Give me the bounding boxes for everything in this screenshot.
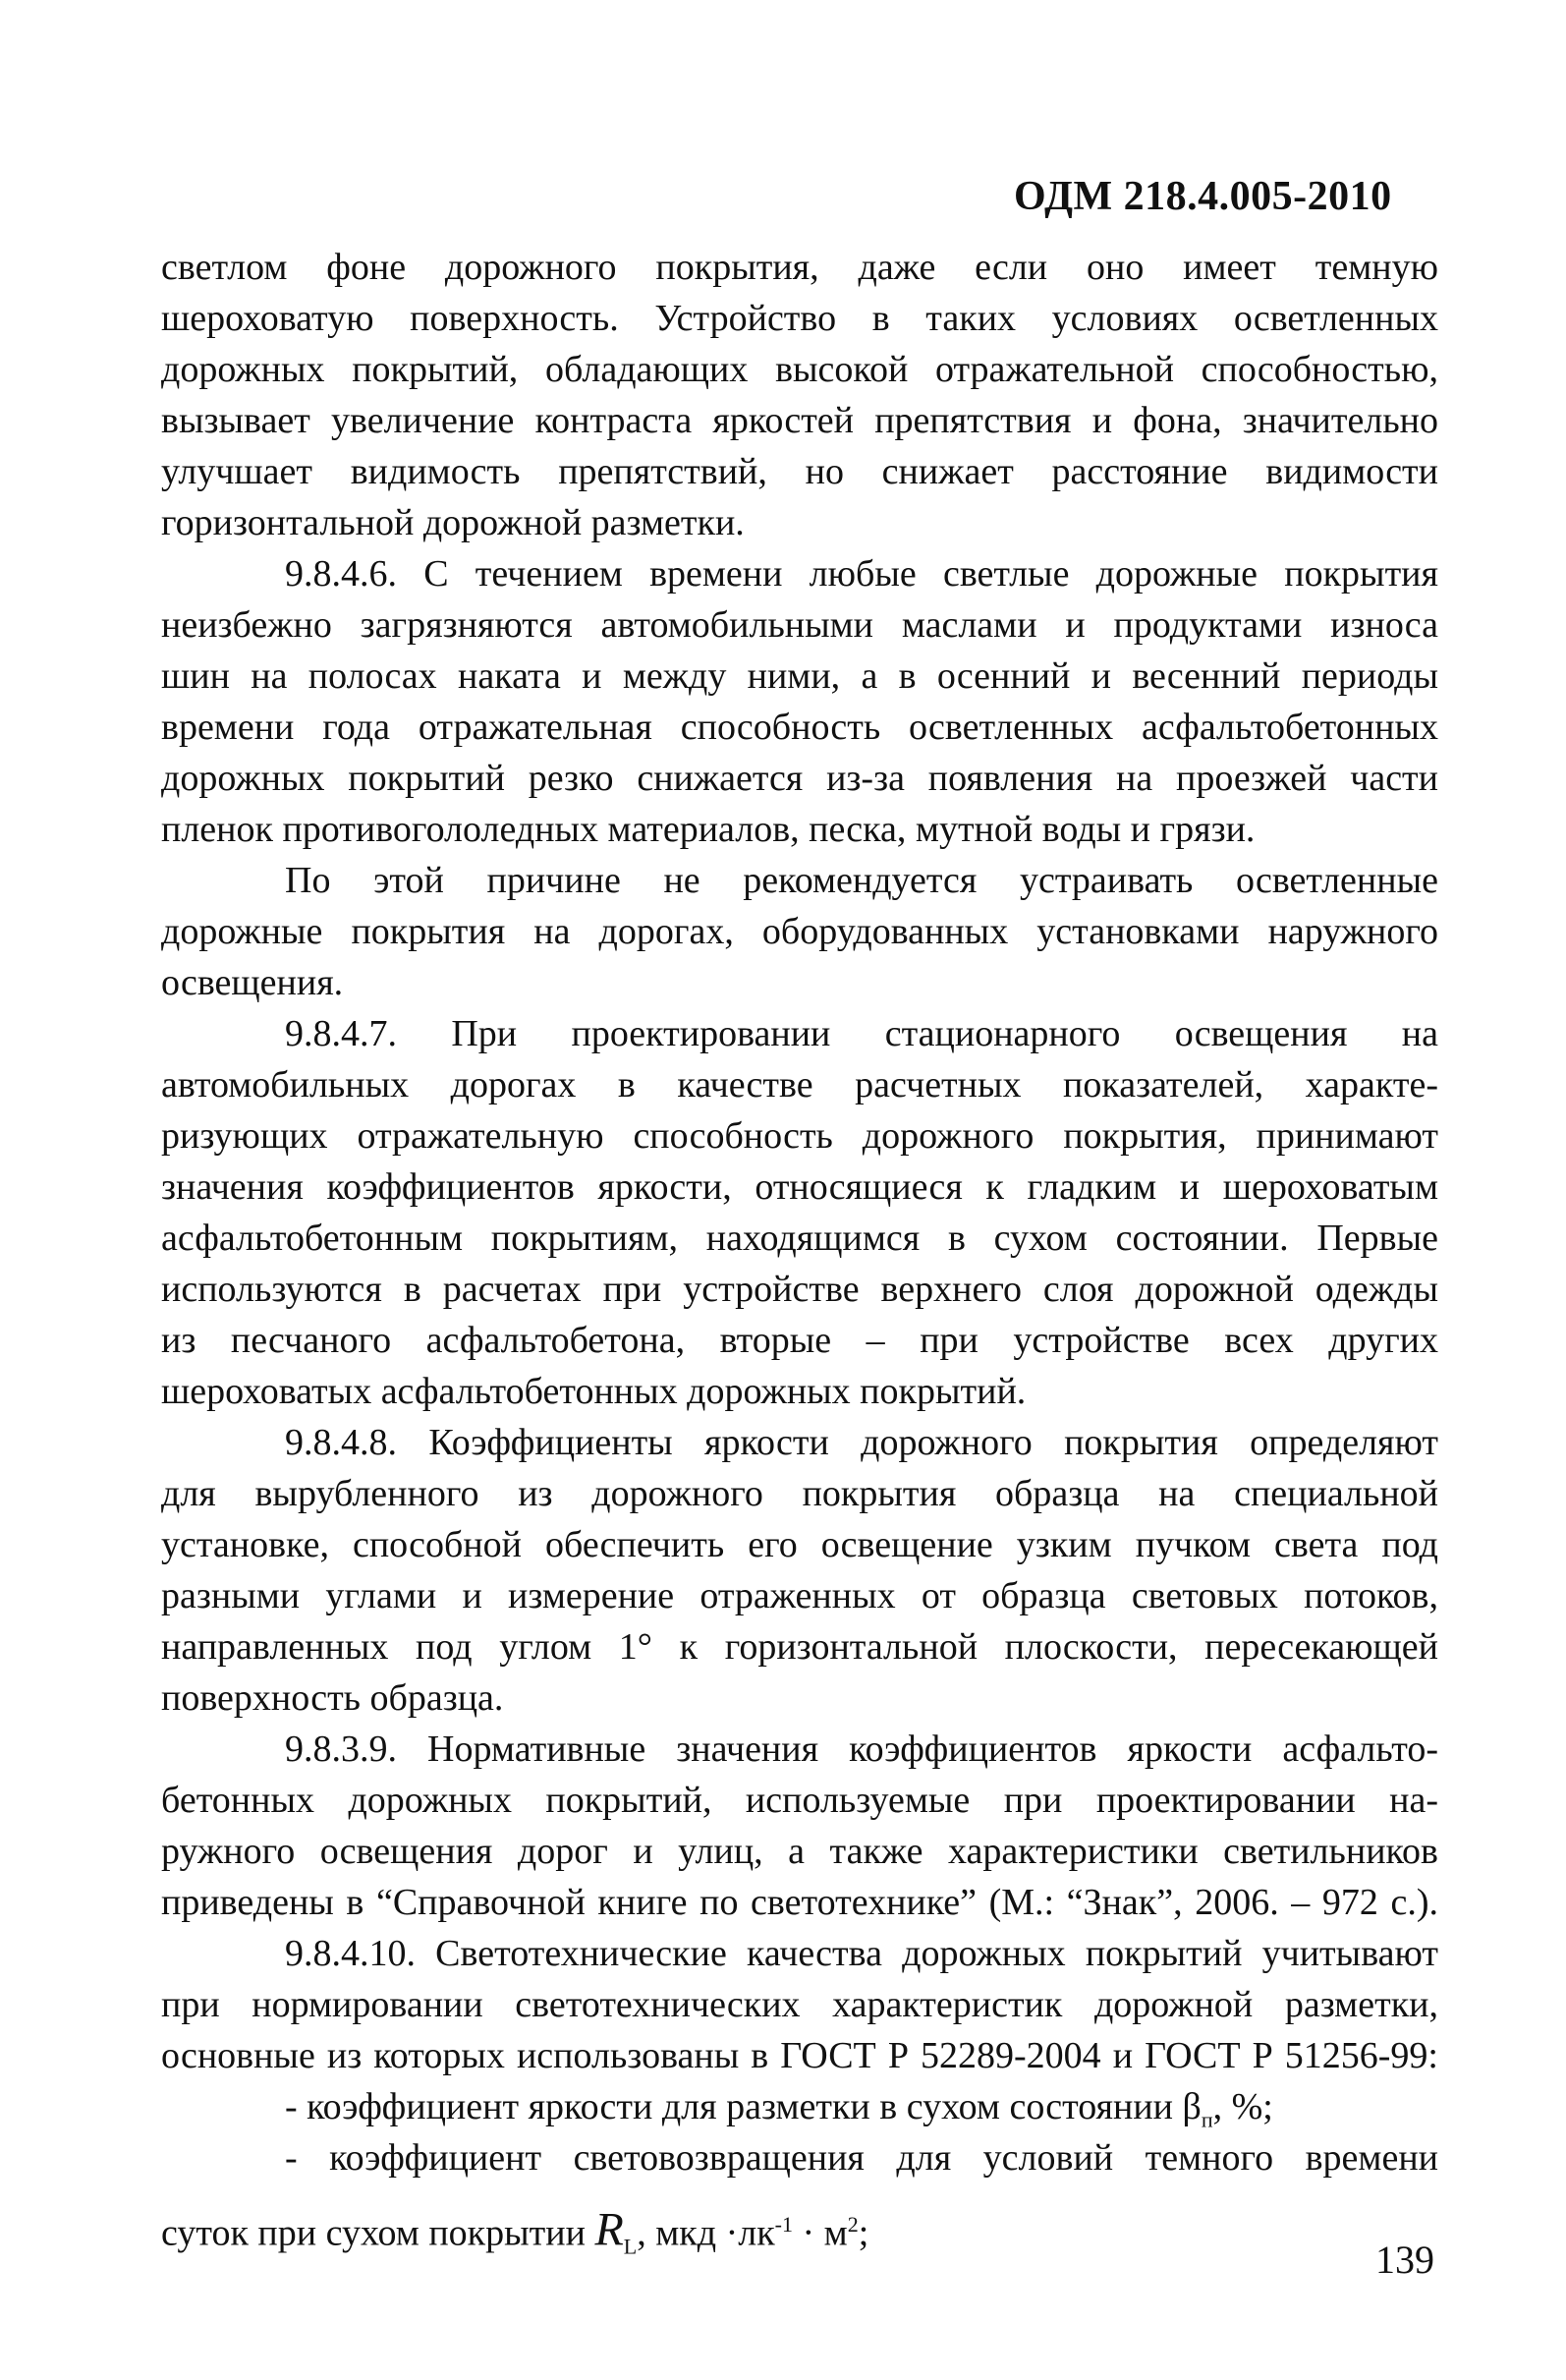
text-line: пленок противогололедных материалов, песка, мутной воды и грязи. — [161, 809, 1256, 850]
formula-unit-b-exponent: 2 — [847, 2212, 859, 2237]
text-line: 9.8.3.9. Нормативные значения коэффициентов яркости асфальто- — [285, 1728, 1438, 1770]
text-line: улучшает видимость препятствий, но снижает расстояние видимости — [161, 451, 1438, 492]
formula-unit-a: , мкд ·лк — [637, 2212, 775, 2254]
formula-symbol-subscript: L — [623, 2234, 638, 2259]
text-line: времени года отражательная способность осветленных асфальтобетонных — [161, 707, 1438, 748]
text-line: неизбежно загрязняются автомобильными маслами и продуктами износа — [161, 604, 1438, 646]
list-item-suffix: , %; — [1212, 2086, 1273, 2127]
text-line: приведены в “Справочной книге по светотехнике” (М.: “Знак”, 2006. – 972 с.). — [161, 1882, 1438, 1923]
text-line: значения коэффициентов яркости, относящиеся к гладким и шероховатым — [161, 1166, 1438, 1208]
text-line: бетонных дорожных покрытий, используемые при проектировании на- — [161, 1780, 1438, 1821]
text-line: ружного освещения дорог и улиц, а также характеристики светильников — [161, 1831, 1438, 1872]
text-line: ризующих отражательную способность дорожного покрытия, принимают — [161, 1115, 1438, 1157]
text-line: дорожные покрытия на дорогах, оборудованных установками наружного — [161, 911, 1438, 952]
formula-lead: суток при сухом покрытии — [161, 2212, 595, 2254]
text-line: дорожных покрытий, обладающих высокой отражательной способностью, — [161, 349, 1438, 390]
text-line: 9.8.4.6. С течением времени любые светлые дорожные покрытия — [285, 553, 1438, 595]
text-line: светлом фоне дорожного покрытия, даже если оно имеет темную — [161, 247, 1438, 288]
text-line: освещения. — [161, 962, 344, 1003]
text-line: 9.8.4.10. Светотехнические качества дорожных покрытий учитывают — [285, 1933, 1438, 1974]
text-line: горизонтальной дорожной разметки. — [161, 502, 745, 543]
list-item — [161, 2081, 1438, 2132]
text-line: шероховатых асфальтобетонных дорожных покрытий. — [161, 1371, 1027, 1412]
formula-unit-b: · м — [792, 2212, 848, 2254]
list-item-text: - коэффициент световозвращения для условий темного времени — [285, 2137, 1438, 2179]
document-code-header: ОДМ 218.4.005-2010 — [1014, 174, 1392, 219]
text-line: используются в расчетах при устройстве верхнего слоя дорожной одежды — [161, 1269, 1438, 1310]
text-line: 9.8.4.7. При проектировании стационарного освещения на — [285, 1013, 1438, 1054]
body-text — [161, 242, 1438, 2259]
text-line: при нормировании светотехнических характеристик дорожной разметки, — [161, 1984, 1438, 2025]
formula-tail: ; — [858, 2212, 869, 2254]
list-item-text: - коэффициент яркости для разметки в сухом состоянии β — [285, 2086, 1202, 2127]
text-line: 9.8.4.8. Коэффициенты яркости дорожного покрытия определяют — [285, 1422, 1438, 1463]
text-line: дорожных покрытий резко снижается из-за появления на проезжей части — [161, 758, 1438, 799]
text-line: поверхность образца. — [161, 1677, 504, 1719]
text-line: шин на полосах наката и между ними, а в осенний и весенний периоды — [161, 655, 1438, 697]
formula-unit-a-exponent: -1 — [774, 2212, 793, 2237]
list-item — [161, 2132, 1438, 2183]
formula-line — [161, 2193, 1438, 2259]
text-line: разными углами и измерение отраженных от образца световых потоков, — [161, 1575, 1438, 1616]
text-line: вызывает увеличение контраста яркостей препятствия и фона, значительно — [161, 400, 1438, 441]
text-line: из песчаного асфальтобетона, вторые – при устройстве всех других — [161, 1320, 1438, 1361]
text-line: установке, способной обеспечить его освещение узким пучком света под — [161, 1524, 1438, 1565]
page-number: 139 — [1375, 2238, 1434, 2282]
text-line: По этой причине не рекомендуется устраивать осветленные — [285, 860, 1438, 901]
text-line: направленных под углом 1° к горизонтальной плоскости, пересекающей — [161, 1626, 1438, 1668]
text-line: автомобильных дорогах в качестве расчетных показателей, характе- — [161, 1064, 1438, 1105]
text-line: для вырубленного из дорожного покрытия образца на специальной — [161, 1473, 1438, 1514]
text-line: основные из которых использованы в ГОСТ Р 52289-2004 и ГОСТ Р 51256-99: — [161, 2035, 1438, 2076]
text-line: асфальтобетонным покрытиям, находящимся в сухом состоянии. Первые — [161, 1218, 1438, 1259]
text-line: шероховатую поверхность. Устройство в таких условиях осветленных — [161, 298, 1438, 339]
formula-symbol: R — [594, 2203, 624, 2256]
list-item-subscript: п — [1201, 2107, 1213, 2132]
